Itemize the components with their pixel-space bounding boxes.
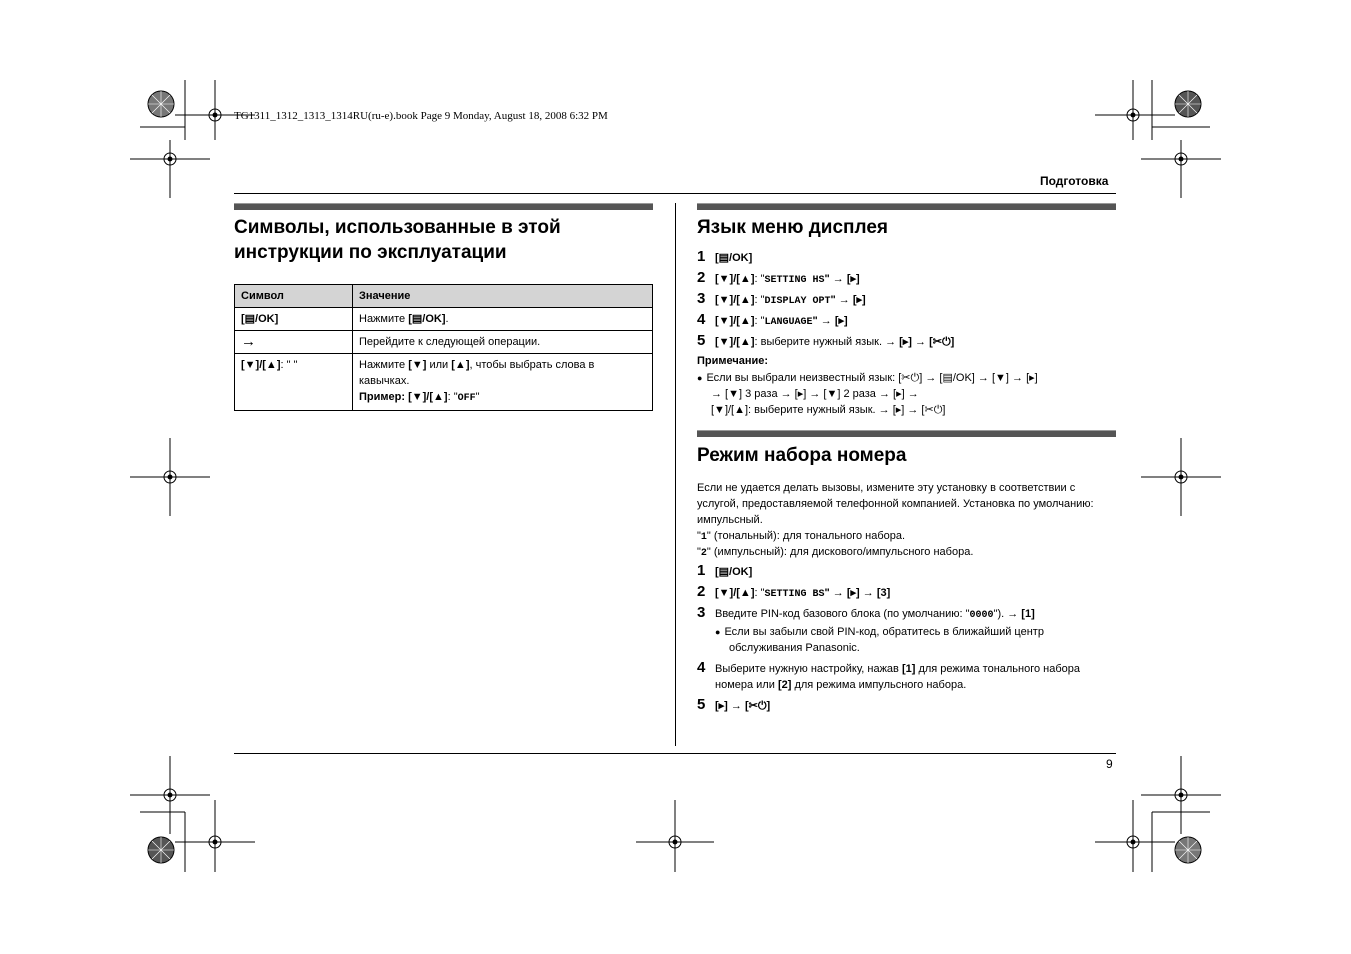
symbols-title [234,215,561,265]
dialing-step-4 [697,660,1080,677]
key-label: [▤/OK] [715,566,753,578]
symbol-cell: → [235,331,353,354]
dialing-intro-1: Если не удается делать вызовы, измените эту установку в соответствии с [697,482,1076,494]
step-number: 3 [697,604,706,621]
key-label: [▤/OK] [408,313,446,325]
step-tail: → [▸] → [✂⏻] [885,336,955,348]
note-line-3: [▼]/[▲]: выберите нужный язык. → [▸] → [✂⏻] [711,404,946,416]
key-label: [▤/OK] [715,252,753,264]
symbol-suffix: : " " [280,359,298,371]
dialing-option-2 [697,544,973,562]
step-text: Выберите нужную настройку, нажав [715,663,902,675]
meaning-text: : " [447,391,458,403]
key-label: [▸] → [✂⏻] [715,700,771,712]
dialing-intro-3: импульсный. [697,514,763,526]
meaning-text: . [445,313,449,325]
col-symbol: Символ [235,285,353,308]
step-text: : выберите нужный язык. [754,336,886,348]
step-text: : " [754,273,765,285]
option-key: 2 [700,548,707,559]
quote: " [697,530,701,542]
key-label: [▼]/[▲] [405,391,448,403]
step-number: 2 [697,583,706,600]
symbols-title-line2: инструкции по эксплуатации [234,242,507,263]
step-tail: " → [▸] [812,315,848,327]
meaning-text: Нажмите [359,359,409,371]
step-text: : " [754,587,765,599]
step-tail: " → [▸] [824,273,860,285]
symbol-cell: [▤/OK] [235,308,353,331]
table-row [235,308,653,331]
symbol-cell [235,354,353,411]
step-text: Введите PIN-код базового блока (по умолчанию: " [715,608,970,620]
step-text: : " [754,294,765,306]
dialing-step-1 [697,563,752,580]
step-text: : " [754,315,765,327]
step-number: 4 [697,659,706,676]
language-step-3 [697,291,866,310]
symbols-title-line1: Символы, использованные в этой [234,217,561,238]
language-step-4 [697,312,848,331]
meaning-text: или [426,359,452,371]
step-number: 1 [697,562,706,579]
col-meaning: Значение [353,285,653,308]
section-rule [697,203,1116,210]
meaning-text: , чтобы выбрать слова в кавычках. [359,359,595,387]
key-label: [▼]/[▲] [715,587,755,599]
section-rule [234,203,653,210]
bottom-rule [234,753,1116,754]
key-label: [▼]/[▲] [241,359,281,371]
key-label: [▼] [408,359,427,371]
meaning-cell [353,308,653,331]
language-step-1 [697,249,752,266]
step-tail: " → [▸] [830,294,866,306]
dialing-bullet-1: ● Если вы забыли свой PIN-код, обратитесь в ближайший центр [715,624,1044,640]
dialing-step-4-cont [715,677,966,693]
section-label: Подготовка [1040,174,1109,188]
menu-value: LANGUAGE [764,317,813,328]
section-rule [697,430,1116,437]
step-number: 5 [697,696,706,713]
language-step-2 [697,270,860,289]
step-number: 1 [697,248,706,265]
language-step-5 [697,333,954,350]
table-row [235,331,653,354]
dialing-step-3 [697,605,1035,624]
example-value: OFF [457,393,476,404]
key-label: [▼]/[▲] [715,294,755,306]
top-rule [234,193,1116,194]
option-text: " (тональный): для тонального набора. [706,530,906,542]
step-number: 3 [697,290,706,307]
symbols-table [234,284,653,411]
dialing-step-2 [697,584,890,603]
print-header: TG1311_1312_1313_1314RU(ru-e).book Page 9 Monday, August 18, 2008 6:32 PM [234,110,608,122]
note-line-1: ● Если вы выбрали неизвестный язык: [✂⏻] → [▤/OK] → [▼] → [▸] [697,370,1038,386]
step-text: для режима импульсного набора. [791,679,967,691]
column-divider [675,203,676,746]
dialing-bullet-2: обслуживания Panasonic. [729,642,860,654]
dialing-title: Режим набора номера [697,445,907,466]
key-label: [▼]/[▲] [715,273,755,285]
meaning-cell: Перейдите к следующей операции. [353,331,653,354]
pin-value: 0000 [969,610,994,621]
note-label: Примечание: [697,355,769,367]
table-row [235,354,653,411]
key-label: [▼]/[▲] [715,315,755,327]
dialing-step-5 [697,697,770,714]
meaning-text: Нажмите [359,313,409,325]
menu-value: SETTING HS [764,275,825,286]
step-number: 2 [697,269,706,286]
step-text: для режима тонального набора [915,663,1081,675]
menu-value: SETTING BS [764,589,825,600]
key-label: [▼]/[▲] [715,336,755,348]
step-number: 4 [697,311,706,328]
quote: " [697,546,701,558]
step-number: 5 [697,332,706,349]
option-key: 1 [700,532,707,543]
meaning-text: " [475,391,480,403]
meaning-cell [353,354,653,411]
key-label: [1] [901,663,916,675]
menu-value: DISPLAY OPT [764,296,831,307]
step-tail: → [1] [1007,608,1035,620]
note-line-2: → [▼] 3 раза → [▸] → [▼] 2 раза → [▸] → [711,388,919,400]
key-label: [2] [777,679,792,691]
example-label: Пример: [359,391,406,403]
page-number: 9 [1106,757,1113,771]
table-header-row [235,285,653,308]
step-tail: " → [▸] → [3] [824,587,891,599]
language-title: Язык меню дисплея [697,217,888,238]
option-text: " (импульсный): для дискового/импульсного набора. [706,546,974,558]
dialing-intro-2: услугой, предоставляемой телефонной компанией. Установка по умолчанию: [697,498,1094,510]
step-text: "). [993,608,1008,620]
key-label: [▲] [451,359,470,371]
step-text: номера или [715,679,778,691]
